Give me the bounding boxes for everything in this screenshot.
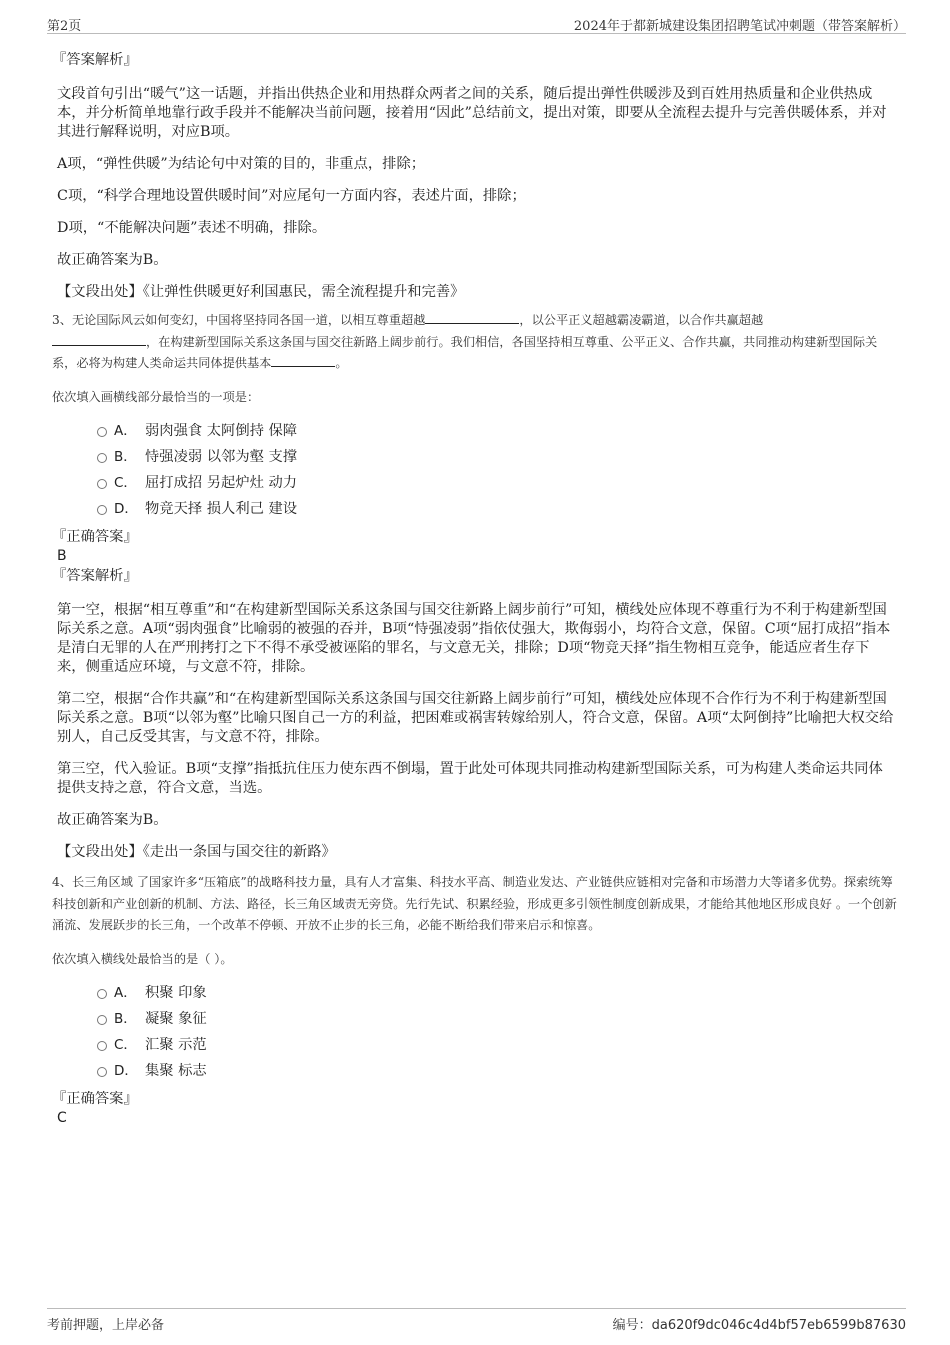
q2-analysis-para-1: 文段首句引出“暖气”这一话题，并指出供热企业和用热群众两者之间的关系，随后提出弹性供暖涉及到百姓用热质量和企业供热成本，并分析简单地靠行政手段并不能解决当前问题，接着用“因此”总结前文，提出对策，即要从全流程去提升与完善供暖体系，并对其进行解释说明，对应B项。 (57, 86, 887, 140)
q4-options (57, 980, 897, 1084)
option-key: C． (114, 475, 137, 491)
q3-option-a[interactable] (97, 418, 897, 444)
radio-icon[interactable] (97, 479, 107, 489)
radio-icon[interactable] (97, 989, 107, 999)
q2-analysis-para-4: D项，“不能解决问题”表述不明确，排除。 (57, 220, 327, 236)
q3-stem-part-1: 3、无论国际风云如何变幻，中国将坚持同各国一道，以相互尊重超越 (52, 313, 426, 327)
option-text: 集聚 标志 (145, 1063, 207, 1079)
q3-answer: B (57, 548, 67, 564)
footer-slogan: 考前押题，上岸必备 (47, 1318, 165, 1333)
q4-stem: 4、长三角区域 了国家许多“压箱底”的战略科技力量，具有人才富集、科技水平高、制造业发达、产业链供应链相对完备和市场潜力大等诸多优势。探索统筹科技创新和产业创新的机制、方法、路径，长三角区域责无旁贷。先行先试、积累经验，形成更多引领性制度创新成果，才能给其他地区形成良好 。一个创新涌流、发展跃步的长三角，一个改革不停顿、开放不止步的长三角，必能不断给我们带来启示和惊喜。 (52, 875, 897, 932)
page-content (52, 46, 897, 1127)
q2-analysis-para-2: A项，“弹性供暖”为结论句中对策的目的，非重点，排除； (57, 156, 426, 172)
q4-answer-label: 『正确答案』 (52, 1091, 138, 1107)
radio-icon[interactable] (97, 1015, 107, 1025)
option-key: C． (114, 1037, 137, 1053)
q3-source: 【文段出处】《走出一条国与国交往的新路》 (57, 844, 336, 860)
option-key: D． (114, 1063, 138, 1079)
q3-option-d[interactable] (97, 496, 897, 522)
option-key: B． (114, 449, 137, 465)
q4-option-b[interactable] (97, 1006, 897, 1032)
radio-icon[interactable] (97, 1067, 107, 1077)
q3-answer-label: 『正确答案』 (52, 529, 138, 545)
option-text: 物竞天择 损人利己 建设 (145, 501, 298, 517)
option-key: A． (114, 985, 137, 1001)
q4-option-d[interactable] (97, 1058, 897, 1084)
option-text: 汇聚 示范 (145, 1037, 207, 1053)
radio-icon[interactable] (97, 453, 107, 463)
page-header (47, 13, 906, 34)
q3-prompt: 依次填入画横线部分最恰当的一项是： (52, 389, 260, 404)
option-key: D． (114, 501, 138, 517)
q4-option-c[interactable] (97, 1032, 897, 1058)
q2-source: 【文段出处】《让弹性供暖更好利国惠民，需全流程提升和完善》 (57, 284, 465, 300)
q3-stem-part-2: ，以公平正义超越霸凌霸道，以合作共赢超越 (519, 313, 764, 327)
q4-answer: C (57, 1110, 67, 1126)
q3-blank-1 (425, 311, 519, 324)
q3-option-b[interactable] (97, 444, 897, 470)
option-text: 弱肉强食 太阿倒持 保障 (145, 423, 298, 439)
option-key: B． (114, 1011, 137, 1027)
code-label: 编号： (612, 1318, 652, 1333)
code-value: da620f9dc046c4d4bf57eb6599b87630 (651, 1318, 906, 1333)
q3-options (57, 418, 897, 522)
radio-icon[interactable] (97, 1041, 107, 1051)
q3-stem (52, 310, 897, 375)
q3-analysis-label: 『答案解析』 (52, 568, 138, 584)
option-text: 凝聚 象征 (145, 1011, 207, 1027)
q3-stem-part-4: 。 (335, 356, 348, 370)
q3-blank-3 (271, 354, 335, 367)
q3-conclusion: 故正确答案为B。 (57, 812, 168, 828)
radio-icon[interactable] (97, 505, 107, 515)
document-title: 2024年于都新城建设集团招聘笔试冲刺题（带答案解析） (573, 19, 906, 34)
q2-conclusion: 故正确答案为B。 (57, 252, 168, 268)
q3-analysis-para-3: 第三空，代入验证。B项“支撑”指抵抗住压力使东西不倒塌，置于此处可体现共同推动构建新型国际关系，可为构建人类命运共同体提供支持之意，符合文意，当选。 (57, 761, 883, 796)
q3-blank-2 (52, 333, 146, 346)
q4-prompt: 依次填入横线处最恰当的是（ ）。 (52, 951, 233, 966)
q3-stem-part-3: ，在构建新型国际关系这条国与国交往新路上阔步前行。我们相信，各国坚持相互尊重、公平正义、合作共赢，共同推动构建新型国际关系，必将为构建人类命运共同体提供基本 (52, 334, 878, 370)
option-text: 积聚 印象 (145, 985, 207, 1001)
radio-icon[interactable] (97, 427, 107, 437)
option-text: 屈打成招 另起炉灶 动力 (145, 475, 298, 491)
page-number: 第2页 (47, 19, 82, 34)
q3-option-c[interactable] (97, 470, 897, 496)
q4-option-a[interactable] (97, 980, 897, 1006)
q2-analysis-label: 『答案解析』 (52, 52, 138, 68)
q3-analysis-para-2: 第二空，根据“合作共赢”和“在构建新型国际关系这条国与国交往新路上阔步前行”可知，横线处应体现不合作行为不利于构建新型国际关系之意。B项“以邻为壑”比喻只图自己一方的利益，把困难或祸害转嫁给别人，符合文意，保留。A项“太阿倒持”比喻把大权交给别人，自己反受其害，与文意不符，排除。 (57, 691, 894, 745)
option-text: 恃强凌弱 以邻为壑 支撑 (145, 449, 298, 465)
q2-analysis-para-3: C项，“科学合理地设置供暖时间”对应尾句一方面内容，表述片面，排除； (57, 188, 526, 204)
option-key: A． (114, 423, 137, 439)
q3-analysis-para-1: 第一空，根据“相互尊重”和“在构建新型国际关系这条国与国交往新路上阔步前行”可知，横线处应体现不尊重行为不利于构建新型国际关系之意。A项“弱肉强食”比喻弱的被强的吞并，B项“恃强凌弱”指依仗强大，欺侮弱小，均符合文意，保留。C项“屈打成招”指本是清白无罪的人在严刑拷打之下不得不承受被诬陷的罪名，与文意无关，排除；D项“物竞天择”指生物相互竞争，能适应者生存下来，侧重适应环境，与文意不符，排除。 (57, 602, 891, 675)
page-footer (47, 1308, 906, 1333)
document-code (613, 1314, 906, 1333)
